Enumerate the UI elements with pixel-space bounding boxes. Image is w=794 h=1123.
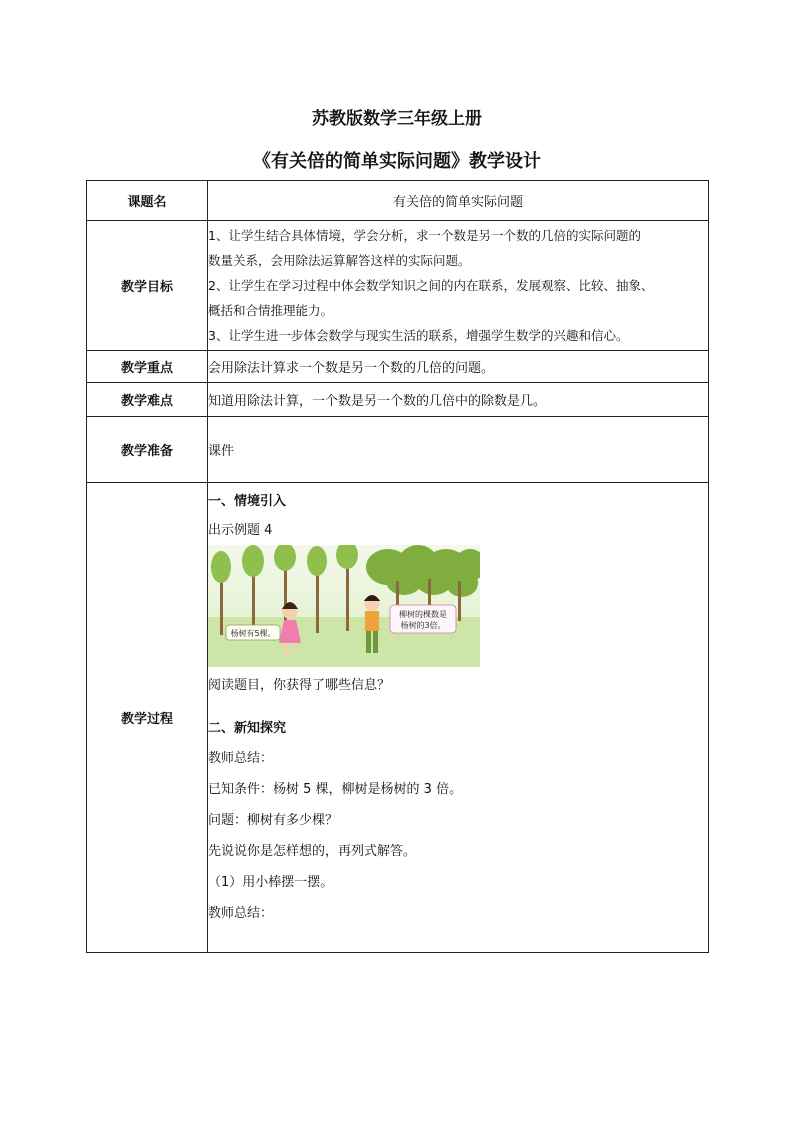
value-goals <box>208 221 709 351</box>
boy-bubble-text-line2: 杨树的3倍。 <box>400 621 446 630</box>
label-process: 教学过程 <box>87 483 208 953</box>
goal-line: 数量关系，会用除法运算解答这样的实际问题。 <box>208 253 471 268</box>
document-subtitle: 《有关倍的简单实际问题》教学设计 <box>253 151 541 172</box>
lesson-plan-table <box>86 180 709 953</box>
document-title: 苏教版数学三年级上册 <box>312 109 482 129</box>
girl-bubble-text: 杨树有5棵。 <box>230 629 276 638</box>
row-topic <box>87 181 709 221</box>
section-heading-intro: 一、情境引入 <box>208 494 287 509</box>
boy-speech-bubble <box>390 605 456 633</box>
label-topic: 课题名 <box>87 181 208 221</box>
tree-scene-image <box>208 545 480 667</box>
value-topic: 有关倍的简单实际问题 <box>208 181 709 221</box>
process-line: （1）用小棒摆一摆。 <box>208 875 334 890</box>
goal-line: 概括和合情推理能力。 <box>208 303 334 318</box>
value-key: 会用除法计算求一个数是另一个数的几倍的问题。 <box>208 351 709 383</box>
goal-line: 2、让学生在学习过程中体会数学知识之间的内在联系，发展观察、比较、抽象、 <box>208 278 654 293</box>
row-process <box>87 483 709 953</box>
process-line: 已知条件：杨树 5 棵，柳树是杨树的 3 倍。 <box>208 782 463 797</box>
label-key: 教学重点 <box>87 351 208 383</box>
row-difficulty <box>87 383 709 417</box>
process-line: 教师总结： <box>208 751 274 766</box>
example-illustration <box>208 545 708 667</box>
goal-line: 1、让学生结合具体情境，学会分析，求一个数是另一个数的几倍的实际问题的 <box>208 228 641 243</box>
row-key <box>87 351 709 383</box>
process-line: 出示例题 4 <box>208 523 273 538</box>
boy-bubble-text-line1: 柳树的棵数是 <box>399 610 447 619</box>
value-process <box>208 483 709 953</box>
label-goals: 教学目标 <box>87 221 208 351</box>
value-prep: 课件 <box>208 417 709 483</box>
row-goals <box>87 221 709 351</box>
section-heading-explore: 二、新知探究 <box>208 721 287 736</box>
process-line: 先说说你是怎样想的，再列式解答。 <box>208 844 417 859</box>
row-prep <box>87 417 709 483</box>
girl-speech-bubble <box>226 625 280 640</box>
process-question: 阅读题目，你获得了哪些信息？ <box>208 678 391 693</box>
process-line: 教师总结： <box>208 906 274 921</box>
value-difficulty: 知道用除法计算，一个数是另一个数的几倍中的除数是几。 <box>208 383 709 417</box>
label-prep: 教学准备 <box>87 417 208 483</box>
process-line: 问题：柳树有多少棵？ <box>208 813 339 828</box>
label-difficulty: 教学难点 <box>87 383 208 417</box>
goal-line: 3、让学生进一步体会数学与现实生活的联系，增强学生数学的兴趣和信心。 <box>208 328 629 343</box>
